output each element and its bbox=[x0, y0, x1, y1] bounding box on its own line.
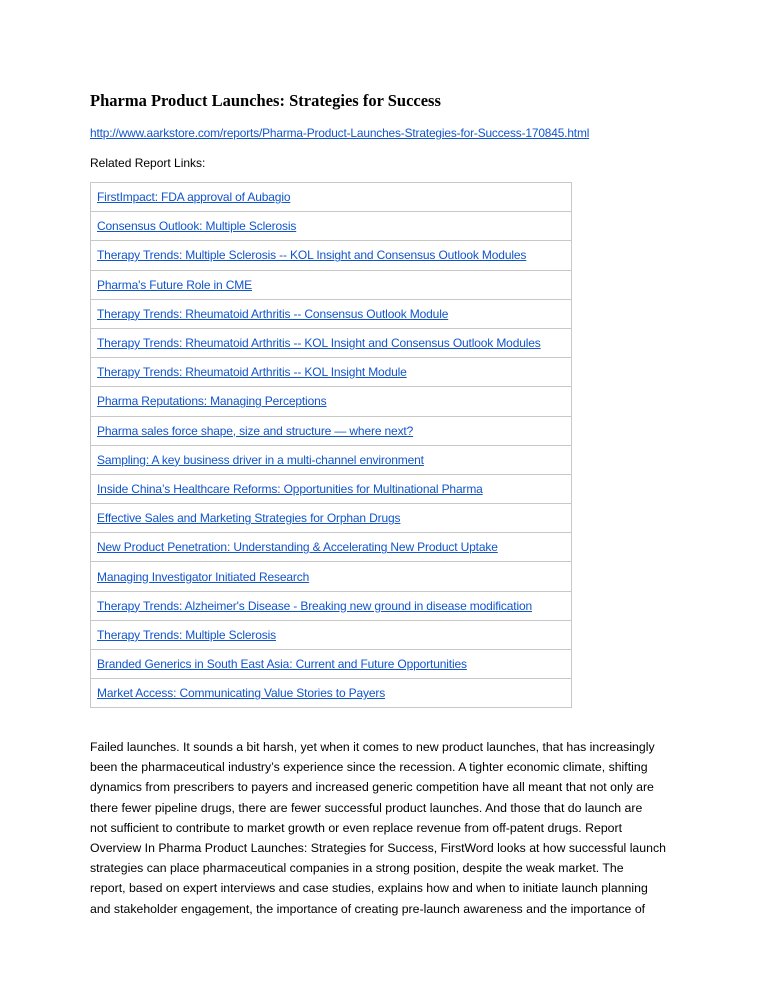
table-row bbox=[91, 504, 572, 533]
body-paragraph bbox=[90, 737, 682, 919]
table-row bbox=[91, 679, 572, 708]
related-link[interactable]: Pharma's Future Role in CME bbox=[97, 277, 252, 292]
related-link[interactable]: Sampling: A key business driver in a multi-channel environment bbox=[97, 452, 424, 467]
related-link[interactable]: Therapy Trends: Alzheimer's Disease - Breaking new ground in disease modification bbox=[97, 598, 533, 613]
related-link[interactable]: Inside China’s Healthcare Reforms: Opportunities for Multinational Pharma bbox=[97, 481, 483, 496]
table-row bbox=[91, 591, 572, 620]
table-row bbox=[91, 241, 572, 270]
table-row bbox=[91, 620, 572, 649]
table-row bbox=[91, 445, 572, 474]
related-link[interactable]: Consensus Outlook: Multiple Sclerosis bbox=[97, 219, 297, 234]
table-row bbox=[91, 416, 572, 445]
table-row bbox=[91, 387, 572, 416]
report-url-link[interactable]: http://www.aarkstore.com/reports/Pharma-Product-Launches-Strategies-for-Success-170845.html bbox=[90, 126, 590, 140]
table-row bbox=[91, 650, 572, 679]
table-row bbox=[91, 299, 572, 328]
related-link[interactable]: Pharma sales force shape, size and structure — where next? bbox=[97, 423, 414, 438]
related-links-table bbox=[90, 182, 572, 708]
body-line: report, based on expert interviews and case studies, explains how and when to initiate launch planning bbox=[90, 881, 648, 896]
related-link[interactable]: Therapy Trends: Rheumatoid Arthritis -- Consensus Outlook Module bbox=[97, 306, 449, 321]
related-link[interactable]: Therapy Trends: Multiple Sclerosis bbox=[97, 627, 276, 642]
table-row bbox=[91, 328, 572, 357]
related-link[interactable]: Therapy Trends: Rheumatoid Arthritis -- KOL Insight Module bbox=[97, 365, 407, 380]
body-line: there fewer pipeline drugs, there are fewer successful product launches. And those that do launch are bbox=[90, 800, 643, 815]
document-title: Pharma Product Launches: Strategies for Success bbox=[90, 91, 441, 110]
table-row bbox=[91, 270, 572, 299]
table-row bbox=[91, 562, 572, 591]
body-line: not sufficient to contribute to market growth or even replace revenue from off-patent drugs. Report bbox=[90, 820, 623, 835]
related-links-label: Related Report Links: bbox=[90, 156, 206, 170]
body-line: been the pharmaceutical industry’s experience since the recession. A tighter economic climate, shifting bbox=[90, 760, 648, 775]
related-link[interactable]: FirstImpact: FDA approval of Aubagio bbox=[97, 190, 291, 205]
body-line: Failed launches. It sounds a bit harsh, yet when it comes to new product launches, that has increasingly bbox=[90, 740, 655, 754]
related-link[interactable]: New Product Penetration: Understanding & Accelerating New Product Uptake bbox=[97, 540, 498, 555]
related-link[interactable]: Therapy Trends: Multiple Sclerosis -- KOL Insight and Consensus Outlook Modules bbox=[97, 248, 527, 263]
table-row bbox=[91, 212, 572, 241]
table-row bbox=[91, 358, 572, 387]
body-line: Overview In Pharma Product Launches: Strategies for Success, FirstWord looks at how successful launch bbox=[90, 841, 666, 856]
related-link[interactable]: Therapy Trends: Rheumatoid Arthritis -- KOL Insight and Consensus Outlook Modules bbox=[97, 336, 541, 351]
table-row bbox=[91, 183, 572, 212]
related-link[interactable]: Managing Investigator Initiated Research bbox=[97, 569, 310, 584]
related-link[interactable]: Market Access: Communicating Value Stories to Payers bbox=[97, 686, 386, 701]
related-link[interactable]: Branded Generics in South East Asia: Current and Future Opportunities bbox=[97, 657, 467, 672]
body-line: dynamics from prescribers to payers and increased generic competition have all meant that not only are bbox=[90, 780, 654, 795]
related-link[interactable]: Effective Sales and Marketing Strategies for Orphan Drugs bbox=[97, 511, 401, 526]
related-link[interactable]: Pharma Reputations: Managing Perceptions bbox=[97, 394, 327, 409]
body-line: and stakeholder engagement, the importance of creating pre-launch awareness and the importance of bbox=[90, 901, 646, 916]
table-row bbox=[91, 474, 572, 503]
body-line: strategies can place pharmaceutical companies in a strong position, despite the weak market. The bbox=[90, 861, 624, 876]
table-row bbox=[91, 533, 572, 562]
